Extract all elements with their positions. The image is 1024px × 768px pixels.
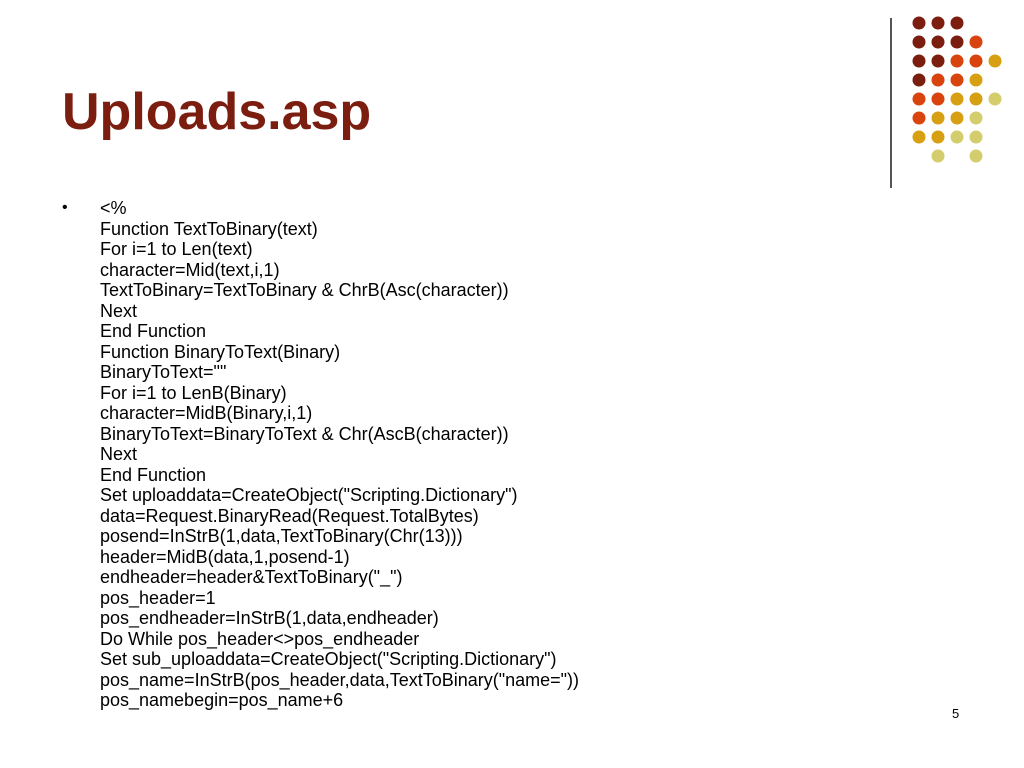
- code-line: pos_header=1: [100, 587, 216, 608]
- decor-dot: [913, 131, 926, 144]
- decor-dot: [970, 36, 983, 49]
- code-line: Set sub_uploaddata=CreateObject("Scripting.Dictionary"): [100, 649, 557, 669]
- code-block: [100, 198, 579, 711]
- decor-dot: [913, 55, 926, 68]
- code-line: For i=1 to LenB(Binary): [100, 382, 287, 403]
- decor-dot: [970, 131, 983, 144]
- code-line: Next: [100, 444, 138, 464]
- code-line: pos_endheader=InStrB(1,data,endheader): [100, 608, 439, 628]
- decor-dot: [989, 93, 1002, 106]
- decor-dot: [951, 74, 964, 87]
- code-line: For i=1 to Len(text): [100, 239, 253, 259]
- decor-dot: [932, 131, 945, 144]
- decor-dot: [913, 36, 926, 49]
- code-line: BinaryToText=BinaryToText & Chr(AscB(character)): [100, 423, 509, 444]
- decor-dot: [951, 17, 964, 30]
- decor-dot: [989, 55, 1002, 68]
- code-line: character=MidB(Binary,i,1): [100, 403, 313, 423]
- slide-number: 5: [952, 706, 960, 721]
- code-line: End Function: [100, 464, 207, 485]
- code-line: Function BinaryToText(Binary): [100, 341, 341, 362]
- code-line: Function TextToBinary(text): [100, 218, 318, 239]
- code-line: posend=InStrB(1,data,TextToBinary(Chr(13))): [100, 526, 463, 546]
- decor-dot: [951, 93, 964, 106]
- decor-dot: [951, 131, 964, 144]
- vertical-divider: [890, 18, 892, 188]
- decor-dot: [932, 74, 945, 87]
- slide-title: Uploads.asp: [62, 83, 372, 141]
- decor-dot: [970, 55, 983, 68]
- code-line: character=Mid(text,i,1): [100, 259, 280, 280]
- code-line: endheader=header&TextToBinary("_"): [100, 567, 403, 587]
- decor-dot: [970, 74, 983, 87]
- decor-dot: [932, 150, 945, 163]
- code-line: pos_name=InStrB(pos_header,data,TextToBinary("name=")): [100, 669, 580, 690]
- decor-dot: [970, 93, 983, 106]
- code-line: pos_namebegin=pos_name+6: [100, 690, 344, 710]
- decor-dot: [913, 93, 926, 106]
- decor-dot: [970, 150, 983, 163]
- decor-dot: [913, 112, 926, 125]
- code-line: Next: [100, 300, 138, 321]
- decor-dot: [970, 112, 983, 125]
- decor-dot: [932, 36, 945, 49]
- decor-dot: [932, 17, 945, 30]
- decor-dot: [951, 55, 964, 68]
- decor-dot: [951, 36, 964, 49]
- bullet-icon: •: [62, 199, 68, 216]
- code-line: Set uploaddata=CreateObject("Scripting.Dictionary"): [100, 485, 518, 505]
- decor-dot: [932, 93, 945, 106]
- code-line: header=MidB(data,1,posend-1): [100, 546, 350, 567]
- code-line: Do While pos_header<>pos_endheader: [100, 628, 420, 649]
- code-line: BinaryToText="": [100, 362, 227, 382]
- decor-dot: [951, 112, 964, 125]
- code-line: data=Request.BinaryRead(Request.TotalBytes): [100, 505, 479, 526]
- code-line: TextToBinary=TextToBinary & ChrB(Asc(character)): [100, 280, 509, 300]
- decor-dot: [913, 17, 926, 30]
- decor-dot: [913, 74, 926, 87]
- code-line: <%: [100, 198, 127, 218]
- decorative-dot-grid: [0, 0, 1024, 200]
- decor-dot: [932, 112, 945, 125]
- decor-dot: [932, 55, 945, 68]
- code-line: End Function: [100, 321, 207, 341]
